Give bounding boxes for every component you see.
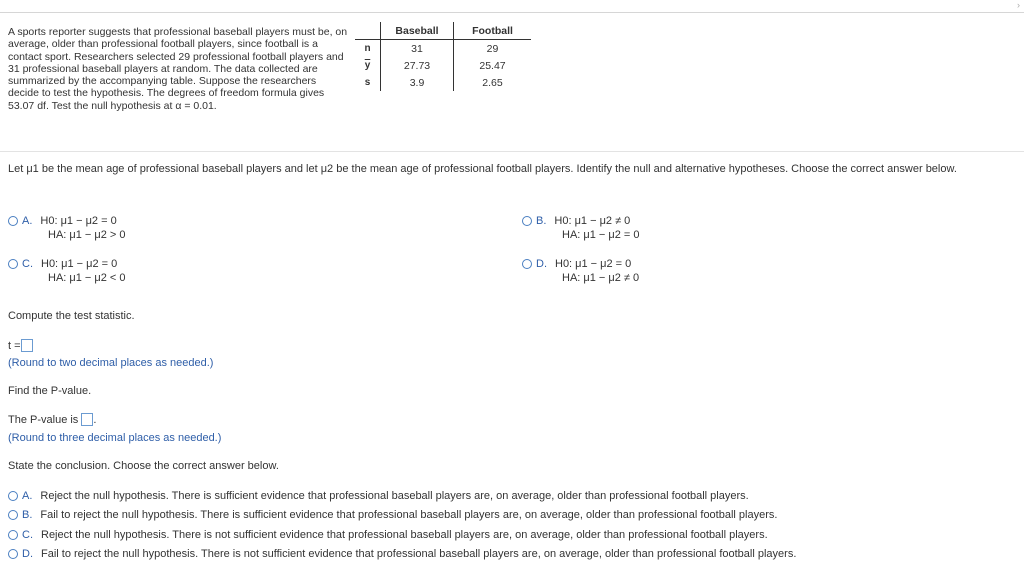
pvalue-hint: (Round to three decimal places as needed.) xyxy=(8,432,222,444)
cell-ybar-football: 25.47 xyxy=(479,59,506,72)
row-label-n: n xyxy=(364,43,371,54)
top-divider xyxy=(0,12,1024,13)
test-stat-prompt: Compute the test statistic. xyxy=(8,310,135,322)
radio-icon[interactable] xyxy=(522,216,532,226)
radio-icon[interactable] xyxy=(8,549,18,559)
test-stat-row xyxy=(8,339,33,352)
pvalue-row: The P-value is . xyxy=(8,414,97,426)
pvalue-prompt: Find the P-value. xyxy=(8,385,92,397)
option-d-h0: H0: μ1 − μ2 = 0 xyxy=(555,258,632,270)
option-a-h0: H0: μ1 − μ2 = 0 xyxy=(40,215,117,227)
radio-icon[interactable] xyxy=(8,510,18,520)
cell-n-football: 29 xyxy=(486,42,499,55)
option-a[interactable]: A. H0: μ1 − μ2 = 0 HA: μ1 − μ2 > 0 xyxy=(8,214,126,242)
pvalue-input[interactable] xyxy=(81,413,93,426)
option-c-ha: HA: μ1 − μ2 < 0 xyxy=(48,272,126,284)
hypothesis-question: Let μ1 be the mean age of professional baseball players and let μ2 be the mean age of professional football players. Identify the null and alternative hypotheses. Choose the correct answer below. xyxy=(8,163,957,175)
radio-icon[interactable] xyxy=(8,259,18,269)
option-c-h0: H0: μ1 − μ2 = 0 xyxy=(41,258,118,270)
problem-intro: A sports reporter suggests that professional baseball players must be, on average, older than professional football players, since football is a contact sport. Researchers selected 29 professional football players and 31 professional baseball players at random. The data collected are summarized by the accompanying table. Suppose the researchers decide to test the hypothesis. The degrees of freedom formula gives 53.07 df. Test the null hypothesis at α = 0.01. xyxy=(8,26,348,112)
section-divider xyxy=(0,151,1024,152)
radio-icon[interactable] xyxy=(8,491,18,501)
conclusion-option-c[interactable]: C. Reject the null hypothesis. There is not sufficient evidence that professional baseball players are, on average, older than professional football players. xyxy=(8,528,768,542)
header-football: Football xyxy=(454,22,532,40)
test-stat-label: t = xyxy=(8,340,21,352)
test-stat-input[interactable] xyxy=(21,339,33,352)
option-d-ha: HA: μ1 − μ2 ≠ 0 xyxy=(562,272,640,284)
option-b[interactable]: B. H0: μ1 − μ2 ≠ 0 HA: μ1 − μ2 = 0 xyxy=(522,214,640,242)
option-c[interactable]: C. H0: μ1 − μ2 = 0 HA: μ1 − μ2 < 0 xyxy=(8,257,126,285)
radio-icon[interactable] xyxy=(8,530,18,540)
option-b-ha: HA: μ1 − μ2 = 0 xyxy=(562,229,640,241)
radio-icon[interactable] xyxy=(522,259,532,269)
conclusion-option-d[interactable]: D. Fail to reject the null hypothesis. There is not sufficient evidence that professional baseball players are, on average, older than professional football players. xyxy=(8,547,796,561)
header-baseball: Baseball xyxy=(381,22,454,40)
option-a-ha: HA: μ1 − μ2 > 0 xyxy=(48,229,126,241)
conclusion-option-a[interactable]: A. Reject the null hypothesis. There is sufficient evidence that professional baseball players are, on average, older than professional football players. xyxy=(8,489,749,503)
test-stat-hint: (Round to two decimal places as needed.) xyxy=(8,357,214,369)
cell-n-baseball: 31 xyxy=(381,40,454,58)
row-label-s: s xyxy=(364,77,371,88)
cell-s-football: 2.65 xyxy=(482,76,503,89)
option-b-h0: H0: μ1 − μ2 ≠ 0 xyxy=(554,215,631,227)
row-label-ybar: $\overline{y}$ xyxy=(364,60,371,71)
pvalue-label: The P-value is xyxy=(8,414,79,426)
cell-s-baseball: 3.9 xyxy=(381,74,454,91)
summary-table xyxy=(355,22,531,91)
cell-ybar-baseball: 27.73 xyxy=(381,57,454,74)
corner-mark: › xyxy=(1017,0,1020,10)
conclusion-option-b[interactable]: B. Fail to reject the null hypothesis. There is sufficient evidence that professional baseball players are, on average, older than professional football players. xyxy=(8,508,777,522)
conclusion-prompt: State the conclusion. Choose the correct answer below. xyxy=(8,460,279,472)
option-d[interactable]: D. H0: μ1 − μ2 = 0 HA: μ1 − μ2 ≠ 0 xyxy=(522,257,639,285)
radio-icon[interactable] xyxy=(8,216,18,226)
